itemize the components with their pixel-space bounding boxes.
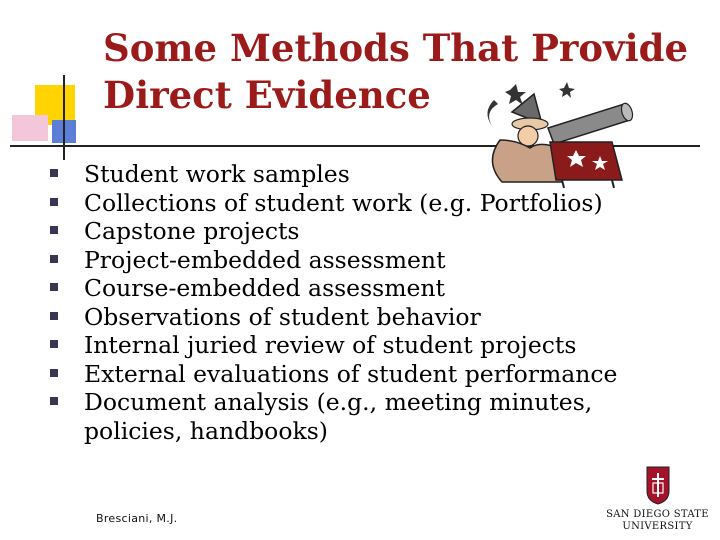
list-item [40, 189, 644, 218]
bullet-marker [50, 340, 58, 348]
list-item [40, 388, 644, 445]
list-item [40, 160, 644, 189]
list-item-text: Internal juried review of student projects [84, 331, 577, 359]
list-item-text: Capstone projects [84, 217, 300, 245]
university-shield-icon [645, 465, 671, 505]
bullet-marker [50, 397, 58, 405]
list-item [40, 360, 644, 389]
list-item [40, 217, 644, 246]
bullet-marker [50, 226, 58, 234]
list-item [40, 274, 644, 303]
list-item-text: Observations of student behavior [84, 302, 481, 331]
list-item [40, 331, 644, 360]
bullet-marker [50, 369, 58, 377]
university-logo [605, 465, 710, 535]
list-item-text: Student work samples [84, 160, 350, 188]
bullet-marker [50, 312, 58, 320]
list-item [40, 303, 644, 332]
author-credit: Bresciani, M.J. [96, 512, 178, 525]
title-line-2: Direct Evidence [103, 73, 431, 117]
list-item-text: Collections of student work (e.g. Portfolios) [84, 188, 603, 217]
list-item [40, 246, 644, 275]
bullet-list [40, 160, 644, 445]
bullet-marker [50, 255, 58, 263]
logo-text-line-2: UNIVERSITY [622, 521, 693, 532]
bullet-marker [50, 169, 58, 177]
bullet-marker [50, 198, 58, 206]
list-item-text: Document analysis (e.g., meeting minutes, policies, handbooks) [84, 388, 593, 445]
list-item-text: Course-embedded assessment [84, 274, 445, 302]
list-item-text: External evaluations of student performance [84, 359, 618, 388]
list-item-text: Project-embedded assessment [84, 245, 446, 274]
decor-pink-square [12, 115, 48, 141]
title-line-1: Some Methods That Provide [103, 26, 689, 70]
decor-vertical-line [63, 75, 65, 160]
bullet-marker [50, 283, 58, 291]
logo-text-line-1: SAN DIEGO STATE [606, 509, 709, 520]
